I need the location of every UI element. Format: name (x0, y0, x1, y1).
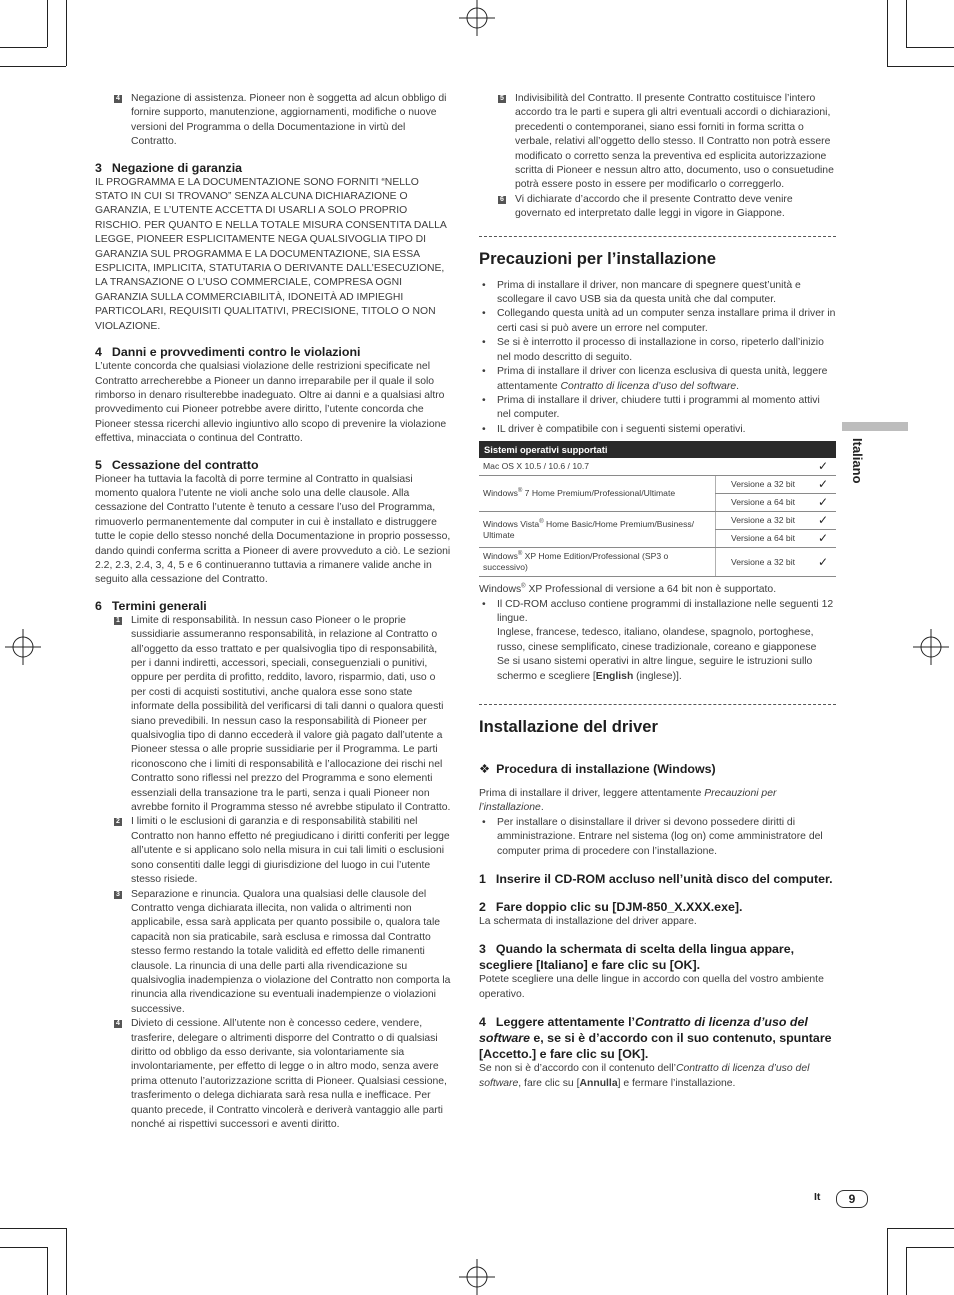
crop-mark (47, 0, 48, 47)
crop-mark (66, 1228, 67, 1295)
bullet-item: • IL driver è compatibile con i seguenti sistemi operativi. (479, 423, 836, 437)
item-number-badge: 2 (114, 818, 122, 826)
step-heading: 2 Fare doppio clic su [DJM-850_X.XXX.exe]. (479, 900, 743, 914)
right-column (479, 92, 836, 1091)
crop-mark (887, 0, 888, 66)
step-body: La schermata di installazione del driver appare. (479, 916, 697, 927)
crop-mark (0, 47, 47, 48)
table-row: Windows Vista® Home Basic/Home Premium/Business/ Ultimate Versione a 32 bit ✓ (479, 512, 836, 530)
diamond-icon: ❖ (479, 761, 491, 776)
table-row: Versione a 64 bit ✓ (479, 494, 836, 512)
crop-mark (887, 1228, 888, 1295)
table-row: Mac OS X 10.5 / 10.6 / 10.7 ✓ (479, 458, 836, 476)
registration-mark (459, 0, 495, 36)
crop-mark (66, 0, 67, 66)
item-number-badge: 4 (114, 1020, 122, 1028)
crop-mark (47, 1247, 48, 1295)
crop-mark (887, 66, 954, 67)
crop-mark (0, 66, 66, 67)
crop-mark (0, 1247, 47, 1248)
check-icon: ✓ (810, 512, 836, 530)
bullet-item: • Prima di installare il driver con licenza esclusiva di questa unità, leggere attentamente Contratto di licenza d’uso del software. (479, 365, 836, 394)
step-body: Se non si è d’accordo con il contenuto dell’Contratto di licenza d’uso del software, fare clic su [Annulla] e fermare l’installazione. (479, 1063, 810, 1089)
section-heading: 5 Cessazione del contratto (95, 457, 259, 472)
item-number-badge: 5 (498, 95, 506, 103)
left-column (95, 92, 453, 1132)
section-title: Precauzioni per l’installazione (479, 248, 716, 268)
check-icon: ✓ (810, 476, 836, 494)
clause-item (95, 1017, 453, 1132)
bullet-item: • Se si è interrotto il processo di installazione in corso, ripeterlo dall’inizio nel modo descritto di seguito. (479, 336, 836, 365)
clause-item (95, 815, 453, 887)
step-body: Potete scegliere una delle lingue in accordo con quella del vostro ambiente operativo. (479, 974, 824, 1000)
bullet-item: • Il CD-ROM accluso contiene programmi di installazione nelle seguenti 12 lingue. (479, 598, 836, 627)
registration-mark (5, 629, 41, 665)
bullet-item: • Collegando questa unità ad un computer senza installare prima il driver in certi casi si può avere un errore nel computer. (479, 307, 836, 336)
table-header: Sistemi operativi supportati (479, 441, 836, 458)
note-text: Se si usano sistemi operativi in altre lingue, seguire le istruzioni sullo schermo e scegliere [English (inglese)]. (497, 656, 813, 682)
check-icon: ✓ (810, 548, 836, 577)
clause-text: Divieto di cessione. All’utente non è concesso cedere, vendere, trasferire, delegare o altrimenti disporre del Contratto o di qualsiasi diritto od obbligo da esso derivante, sia volontariamente sia involontariamente, per effetto di legge o in altro modo, senza avere prima ottenuto l’autorizzazione scritta di Pioneer. Qualsiasi cessione, trasferimento o delega dichiarata sarà resa nulla e inefficace. Per quanto precede, il Contratto vincolerà e deriverà vantaggio alle parti nonché ai rispettivi successori e aventi diritto. (131, 1018, 447, 1130)
step-heading: 4 Leggere attentamente l’Contratto di licenza d’uso del software e, se si è d’accordo con il suo contenuto, spuntare [Accetto.] e fare clic su [OK]. (479, 1015, 832, 1062)
section-heading: 6 Termini generali (95, 598, 207, 613)
table-row: Versione a 64 bit ✓ (479, 530, 836, 548)
language-code: It (814, 1191, 821, 1203)
crop-mark (906, 0, 907, 47)
step-heading: 3 Quando la schermata di scelta della lingua appare, scegliere [Italiano] e fare clic su [OK]. (479, 942, 795, 973)
section-heading: 4 Danni e provvedimenti contro le violazioni (95, 345, 361, 360)
item-number-badge: 1 (114, 617, 122, 625)
section-divider (479, 704, 836, 705)
section-divider (479, 236, 836, 237)
clause-item (95, 614, 453, 816)
clause-text: Negazione di assistenza. Pioneer non è soggetta ad alcun obbligo di fornire supporto, manutenzione, aggiornamenti, modifiche o nuove versioni del Programma o della Documentazione in virtù del Contratto. (131, 93, 447, 148)
table-row: Windows® XP Home Edition/Professional (SP3 o successivo) Versione a 32 bit ✓ (479, 548, 836, 577)
bullet-item: • Prima di installare il driver, non mancare di spegnere quest’unità e scollegare il cavo USB sia da questa unità che dal computer. (479, 279, 836, 308)
section-heading: 3 Negazione di garanzia (95, 160, 243, 175)
check-icon: ✓ (810, 494, 836, 512)
section-title: Installazione del driver (479, 716, 658, 736)
crop-mark (906, 1247, 907, 1295)
clause-text: Separazione e rinuncia. Qualora una qualsiasi delle clausole del Contratto venga dichiarata illecita, non valida o altrimenti non applicabile, essa sarà applicata per quanto possibile o, qualora tale capacità non sia praticabile, sarà esclusa e rimossa dal Contratto stesso fermo restando la totale validità ed effetto delle rimanenti clausole. La rinuncia di una delle parti alla rivendicazione su qualsivoglia inadempienza o violazione del Contratto non comporta la rinuncia alla rivendicazione su eventuali inadempienze o violazioni successive. (131, 888, 451, 1015)
item-number-badge: 4 (114, 95, 122, 103)
languages-list: Inglese, francese, tedesco, italiano, olandese, spagnolo, portoghese, russo, cinese semplificato, cinese tradizionale, coreano e giapponese (497, 627, 817, 653)
item-number-badge: 6 (498, 196, 506, 204)
clause-item (479, 92, 836, 193)
page-number: 9 (836, 1190, 868, 1208)
registration-mark (913, 629, 949, 665)
bullet-item: • Per installare o disinstallare il driver si devono possedere diritti di amministrazione. Entrare nel sistema (log on) come amministratore del computer prima di procedere con l’installazione. (479, 816, 836, 859)
check-icon: ✓ (810, 458, 836, 476)
language-tab-bar (842, 422, 908, 431)
bullet-item: • Prima di installare il driver, chiudere tutti i programmi al momento attivi nel computer. (479, 394, 836, 423)
table-row: Windows® 7 Home Premium/Professional/Ultimate Versione a 32 bit ✓ (479, 476, 836, 494)
check-icon: ✓ (810, 530, 836, 548)
procedure-heading: ❖ Procedura di installazione (Windows) (479, 761, 716, 776)
clause-text: Vi dichiarate d’accordo che il presente Contratto deve venire governato ed interpretato dalle leggi in vigore in Giappone. (515, 193, 793, 220)
section-body: L’utente concorda che qualsiasi violazione delle restrizioni specificate nel Contratto arrecherebbe a Pioneer un danno irreparabile per il quale il solo rimborso in denaro risulterebbe inadeguato. Oltre ai danni e a qualsiasi altro provvedimento cui Pioneer potrebbe avere diritto, l’utente concorda che Pioneer stessa ricerchi allevio ingiuntivo allo scopo di prevenire la violazione effettiva, minacciata o continua del Contratto. (95, 361, 447, 445)
step-heading: 1 Inserire il CD-ROM accluso nell’unità disco del computer. (479, 872, 833, 886)
clause-item (479, 193, 836, 222)
crop-mark (906, 1247, 954, 1248)
clause-text: I limiti o le esclusioni di garanzia e di responsabilità stabiliti nel Contratto non hanno effetto né pregiudicano i diritti conferiti per legge all’utente e si applicano solo nella misura in cui tali limiti o esclusioni sono consentiti dalle leggi di giurisdizione del luogo in cui l’utente stesso risiede. (131, 816, 450, 886)
clause-text: Indivisibilità del Contratto. Il presente Contratto costituisce l’intero accordo tra le parti e supera gli altri eventuali accordi o dichiarazioni, precedenti o contemporanei, siano essi forniti in forma scritta o verbale, relativi all’oggetto dello stesso. Il Contratto non potrà essere modificato o corretto senza la preventiva ed esplicita autorizzazione scritta di Pioneer e nessun altro atto, documento, uso o consuetudine potrà essere posto in essere per modificarlo o correggerlo. (515, 93, 834, 191)
crop-mark (0, 1228, 66, 1229)
note-text: Windows® XP Professional di versione a 64 bit non è supportato. (479, 583, 777, 596)
section-body: Pioneer ha tuttavia la facoltà di porre termine al Contratto in qualsiasi momento qualora l’utente ne violi anche solo una delle clausole. Alla cessazione del Contratto l’utente è tenuto a cessare l’uso del Programma, rimuoverlo permanentemente dal computer in cui è installato e distruggere tutte le copie dello stesso nonché della Documentazione in proprio possesso, dando quindi conferma scritta a Pioneer di avere provveduto a ciò. Le sezioni 2.2, 2.3, 2.4, 3, 4, 5 e 6 continueranno tuttavia a rimanere valide anche in seguito alla cessazione del Contratto. (95, 473, 451, 586)
supported-os-table (479, 441, 836, 577)
registration-mark (459, 1259, 495, 1295)
crop-mark (887, 1228, 954, 1229)
language-tab-label: Italiano (850, 438, 865, 484)
crop-mark (906, 47, 954, 48)
clause-item (95, 888, 453, 1018)
intro-text: Prima di installare il driver, leggere attentamente Precauzioni per l’installazione. (479, 787, 777, 814)
clause-text: Limite di responsabilità. In nessun caso Pioneer o le proprie sussidiarie assumeranno responsabilità, in relazione al Contratto o all’oggetto da esso trattato e per qualsivoglia tipo di responsabilità, per i danni indiretti, accessori, speciali, conseguenziali o punitivi, oppure per perdita di profitto, reddito, lavoro, risparmio, dati, uso o per costi di acquisti sostitutivi, anche qualora esse sono state informate della possibilità del verificarsi di tali danni o qualora questi siano prevedibili. In nessun caso la responsabilità di Pioneer per qualsivoglia tipo di danno eccederà il valore già pagato dall’utente a Pioneer stessa o alle proprie sussidiarie per il Programma. Le parti riconoscono che i limiti di responsabilità e l’allocazione dei rischi nel Contratto sono riflessi nel prezzo del Programma e sono elementi essenziali della transazione tra le parti, senza i quali Pioneer non avrebbe fornito il Programma stesso né avrebbe stipulato il Contratto. (131, 614, 451, 814)
clause-item (95, 92, 453, 150)
item-number-badge: 3 (114, 891, 122, 899)
section-body: IL PROGRAMMA E LA DOCUMENTAZIONE SONO FORNITI “NELLO STATO IN CUI SI TROVANO” SENZA ALCUNA DICHIARAZIONE O GARANZIA, E L’UTENTE ACCETTA DI USARLI A SOLO PROPRIO RISCHIO. PER QUANTO E NELLA TOTALE MISURA CONSENTITA DALLA LEGGE, PIONEER ESPLICITAMENTE NEGA QUALSIVOGLIA TIPO DI GARANZIA SUL PROGRAMMA E LA DOCUMENTAZIONE, SIA ESSA ESPLICITA, IMPLICITA, STATUTARIA O DERIVANTE DALL’ESECUZIONE, LA TRANSAZIONE O L’USO COMMERCIALE, COMPRESA OGNI GARANZIA SULLA COMMERCIABILITÀ, IDONEITÀ AD IMPIEGHI PARTICOLARI, REQUISITI QUALITATIVI, PRECISIONE, TITOLO O NON VIOLAZIONE. (95, 176, 447, 332)
